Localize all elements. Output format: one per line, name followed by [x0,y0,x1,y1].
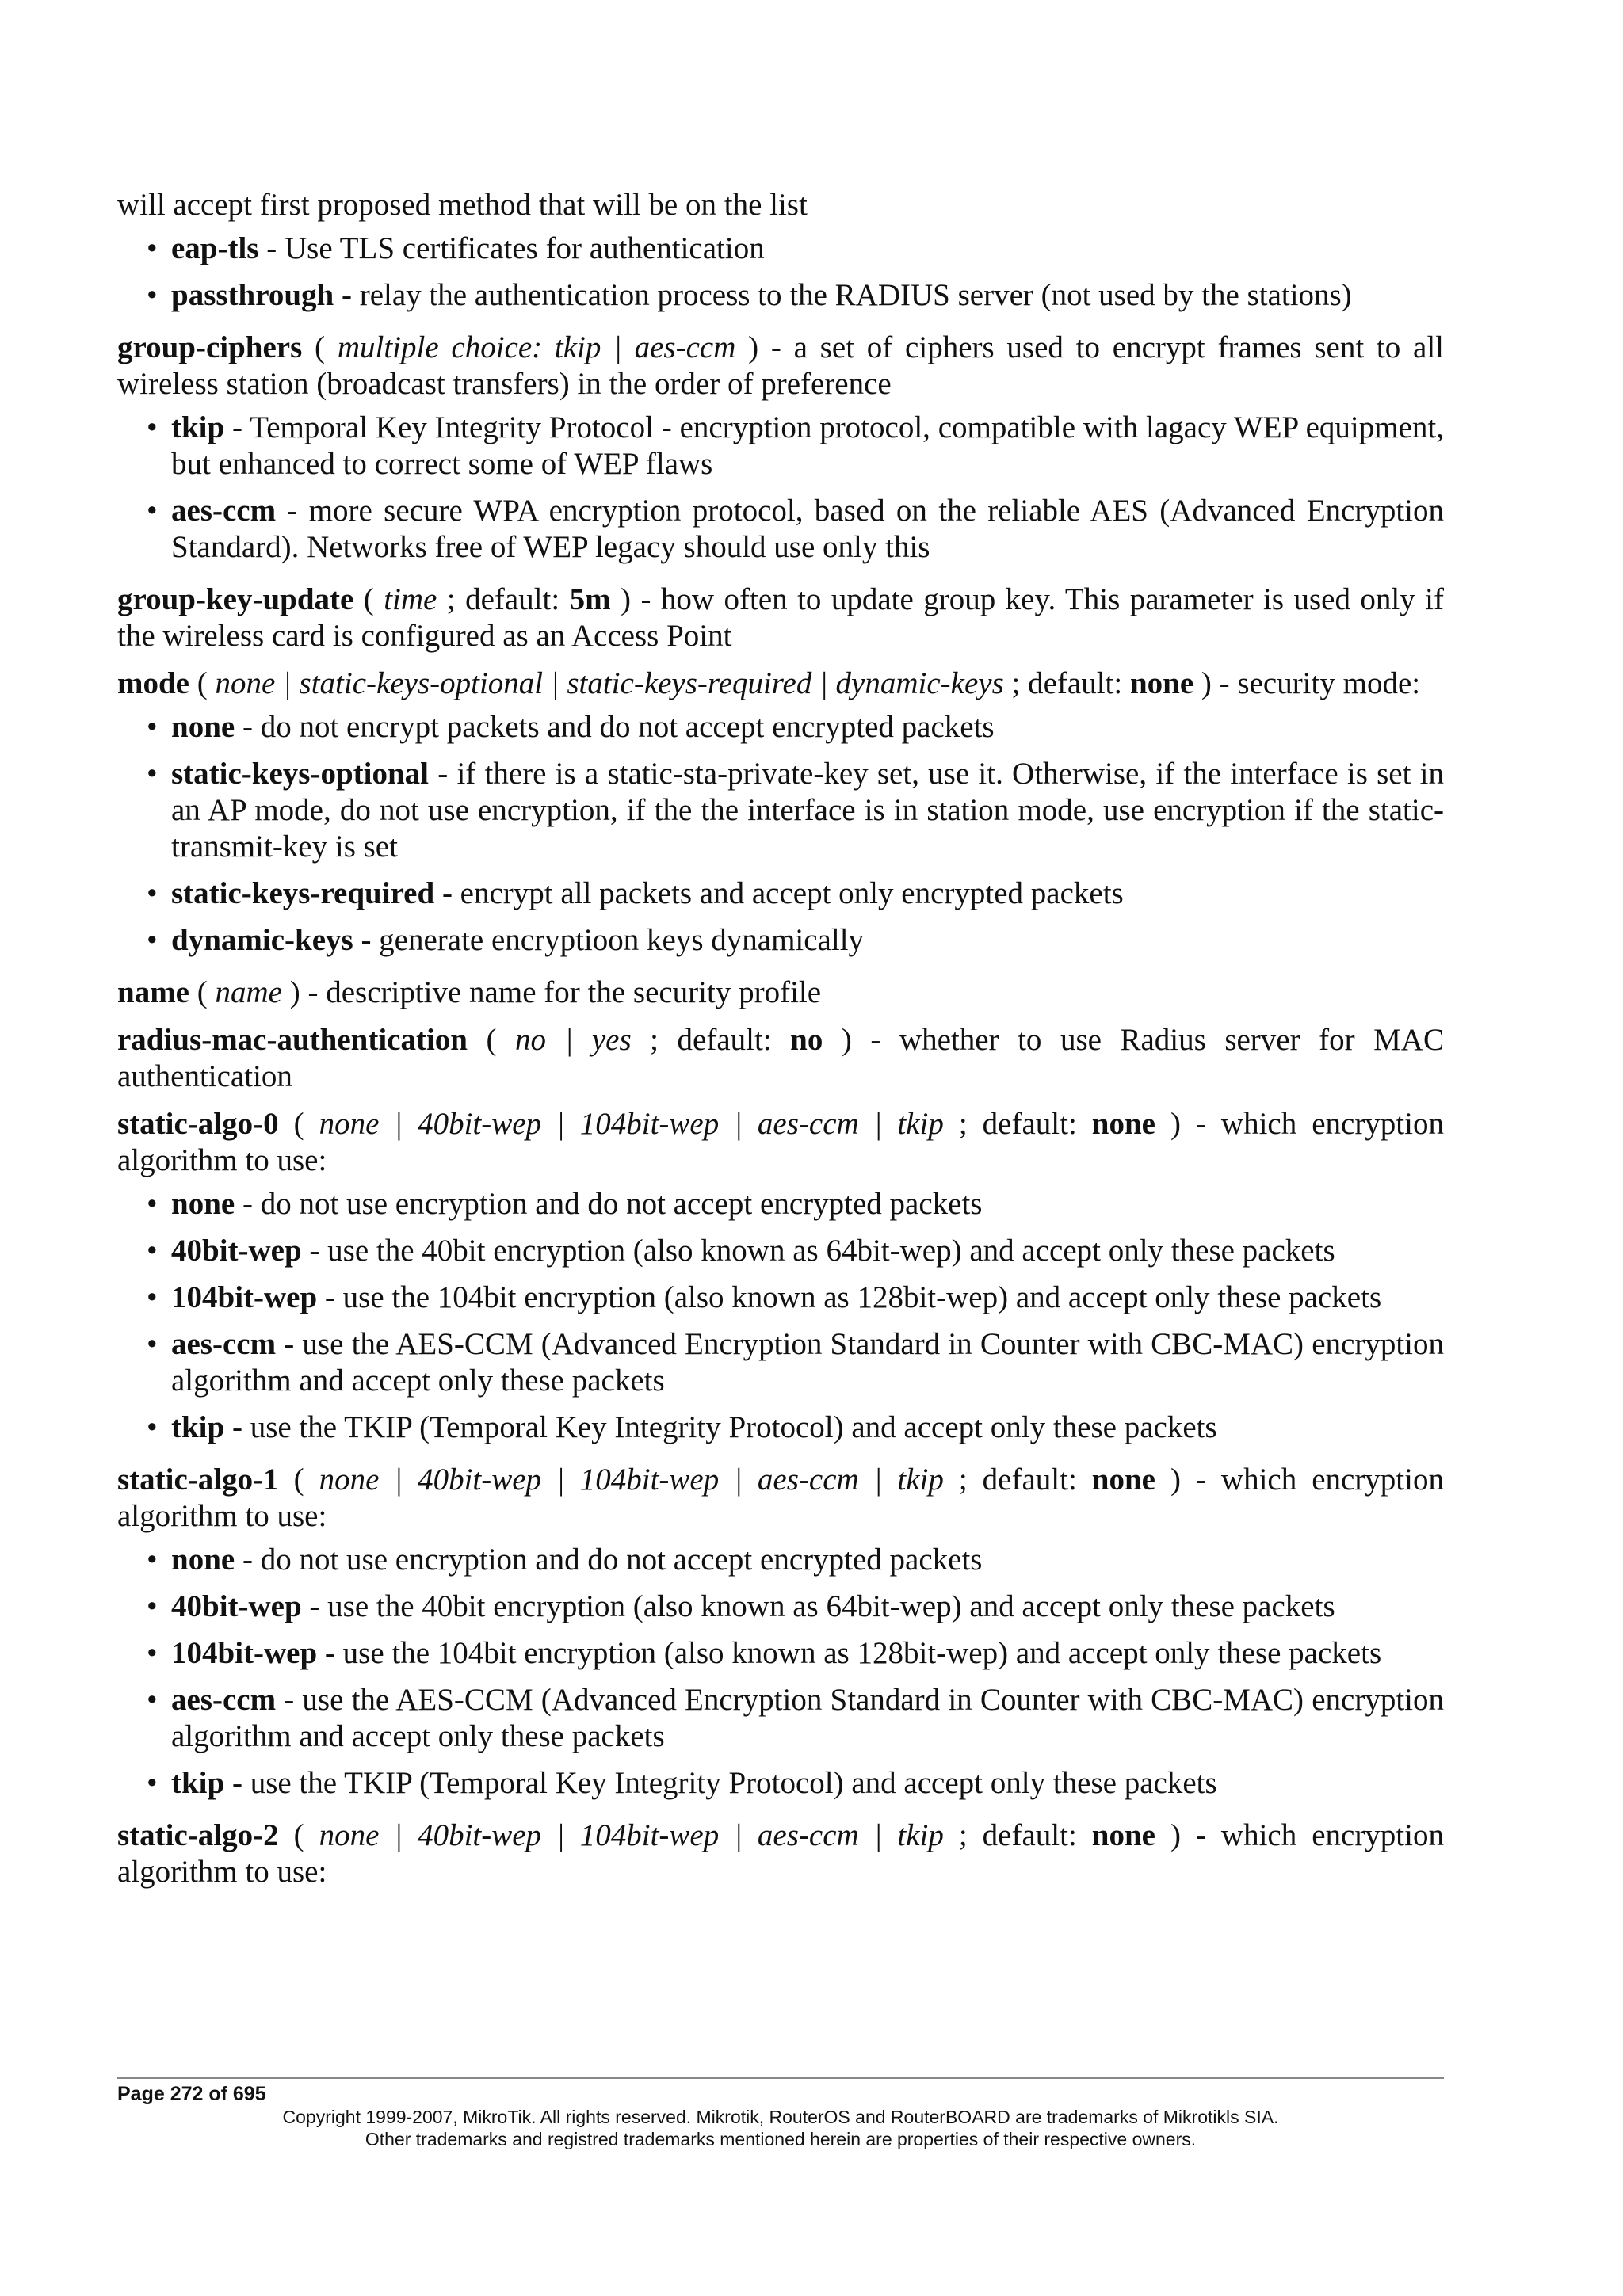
bullet-icon: • [147,1683,158,1717]
footer-divider [117,2077,1444,2079]
param-group-ciphers: group-ciphers ( multiple choice: tkip | aes-ccm ) - a set of ciphers used to encrypt frames sent to all wireless station (broadcast transfers) in the order of preference [117,330,1444,401]
bullet-icon: • [147,231,158,265]
bullet-icon: • [147,876,158,910]
list-item: • passthrough - relay the authentication process to the RADIUS server (not used by the stations) [147,278,1352,312]
list-item: • tkip - use the TKIP (Temporal Key Integrity Protocol) and accept only these packets [147,1410,1217,1444]
list-item: • tkip - Temporal Key Integrity Protocol - encryption protocol, compatible with lagacy WEP equipment, but enhanced to correct some of WEP flaws [147,410,1444,481]
bullet-icon: • [147,1327,158,1361]
bullet-icon: • [147,1280,158,1314]
list-item: • tkip - use the TKIP (Temporal Key Integrity Protocol) and accept only these packets [147,1766,1217,1800]
param-radius-mac-authentication: radius-mac-authentication ( no | yes ; default: no ) - whether to use Radius server for MAC authentication [117,1023,1444,1093]
param-mode: mode ( none | static-keys-optional | static-keys-required | dynamic-keys ; default: none ) - security mode: [117,666,1421,700]
page-number: Page 272 of 695 [117,2083,266,2105]
param-static-algo-0: static-algo-0 ( none | 40bit-wep | 104bit-wep | aes-ccm | tkip ; default: none ) - which encryption algorithm to use: [117,1107,1444,1177]
mode-list [117,709,1444,959]
bullet-icon: • [147,710,158,744]
list-item: • 40bit-wep - use the 40bit encryption (also known as 64bit-wep) and accept only these packets [147,1234,1335,1268]
group-ciphers-list [117,410,1444,566]
param-static-algo-2: static-algo-2 ( none | 40bit-wep | 104bit-wep | aes-ccm | tkip ; default: none ) - which encryption algorithm to use: [117,1818,1444,1889]
bullet-icon: • [147,757,158,791]
bullet-icon: • [147,923,158,957]
list-item: • 104bit-wep - use the 104bit encryption (also known as 128bit-wep) and accept only these packets [147,1636,1382,1670]
bullet-icon: • [147,1589,158,1623]
bullet-icon: • [147,1410,158,1444]
list-item: • dynamic-keys - generate encryptioon keys dynamically [147,923,865,957]
intro-text: will accept first proposed method that will be on the list [117,188,808,222]
bullet-icon: • [147,494,158,528]
bullet-icon: • [147,1636,158,1670]
bullet-icon: • [147,1766,158,1800]
list-item: • aes-ccm - more secure WPA encryption protocol, based on the reliable AES (Advanced Encryption Standard). Networks free of WEP legacy should use only this [147,494,1444,564]
list-item: • static-keys-required - encrypt all packets and accept only encrypted packets [147,876,1124,910]
list-item: • aes-ccm - use the AES-CCM (Advanced Encryption Standard in Counter with CBC-MAC) encryption algorithm and accept only these packets [147,1327,1444,1398]
bullet-icon: • [147,410,158,444]
list-item: • static-keys-optional - if there is a static-sta-private-key set, use it. Otherwise, if the interface is set in an AP mode, do not use encryption, if the the interface is in station mode, use encryption if the static-transmit-key is set [147,757,1444,864]
list-item: • 40bit-wep - use the 40bit encryption (also known as 64bit-wep) and accept only these packets [147,1589,1335,1623]
static-algo-1-list [117,1542,1444,1802]
list-item: • none - do not encrypt packets and do not accept encrypted packets [147,710,995,744]
bullet-icon: • [147,1234,158,1268]
page-footer [117,2077,1444,2150]
static-algo-0-list [117,1186,1444,1446]
list-item: • aes-ccm - use the AES-CCM (Advanced Encryption Standard in Counter with CBC-MAC) encryption algorithm and accept only these packets [147,1683,1444,1753]
copyright-line-1: Copyright 1999-2007, MikroTik. All rights reserved. Mikrotik, RouterOS and RouterBOARD are trademarks of Mikrotikls SIA. [282,2107,1279,2127]
bullet-icon: • [147,1187,158,1221]
page-content [117,187,1444,1890]
bullet-icon: • [147,278,158,312]
param-static-algo-1: static-algo-1 ( none | 40bit-wep | 104bit-wep | aes-ccm | tkip ; default: none ) - which encryption algorithm to use: [117,1463,1444,1533]
list-item: • none - do not use encryption and do not accept encrypted packets [147,1543,983,1577]
copyright-line-2: Other trademarks and registred trademarks mentioned herein are properties of their respective owners. [365,2129,1197,2149]
param-name: name ( name ) - descriptive name for the security profile [117,975,822,1009]
bullet-icon: • [147,1543,158,1577]
param-group-key-update: group-key-update ( time ; default: 5m ) - how often to update group key. This parameter is used only if the wireless card is configured as an Access Point [117,582,1444,653]
list-item: • none - do not use encryption and do not accept encrypted packets [147,1187,983,1221]
intro-list [117,231,1444,314]
list-item: • eap-tls - Use TLS certificates for authentication [147,231,765,265]
list-item: • 104bit-wep - use the 104bit encryption (also known as 128bit-wep) and accept only these packets [147,1280,1382,1314]
